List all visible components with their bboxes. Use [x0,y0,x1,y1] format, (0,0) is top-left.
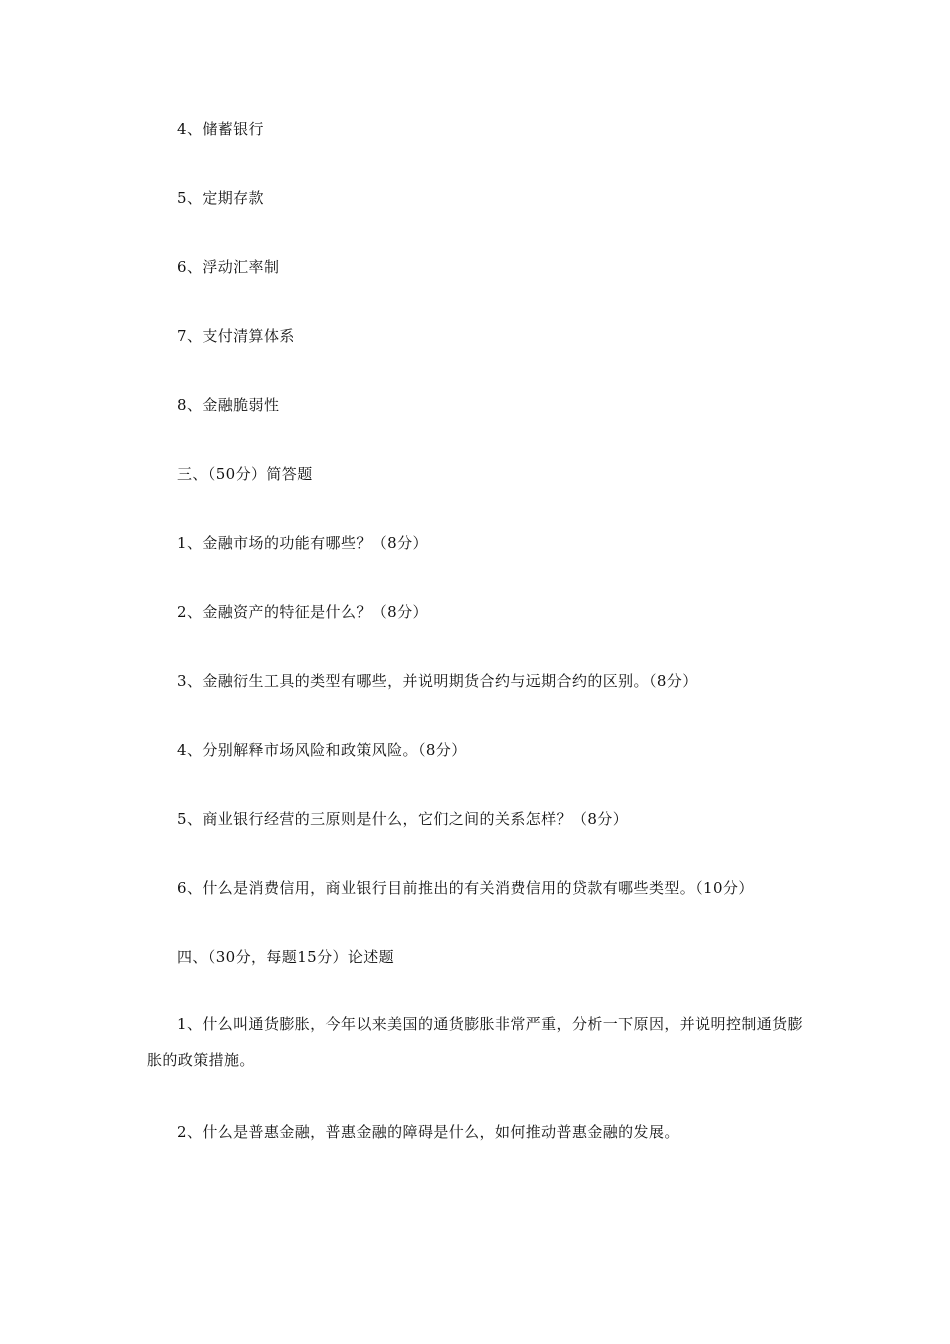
term-item: 8、金融脆弱性 [177,396,280,414]
question-item: 4、分别解释市场风险和政策风险。（8分） [177,741,467,759]
term-item: 4、储蓄银行 [177,120,264,138]
term-item: 7、支付清算体系 [177,327,295,345]
section-heading-essay: 四、（30分，每题15分）论述题 [177,948,395,966]
question-item: 5、商业银行经营的三原则是什么，它们之间的关系怎样？（8分） [177,810,629,828]
question-item: 6、什么是消费信用，商业银行目前推出的有关消费信用的贷款有哪些类型。（10分） [177,879,754,897]
essay-question: 1、什么叫通货膨胀，今年以来美国的通货膨胀非常严重，分析一下原因，并说明控制通货膨胀的政策措施。 [147,1015,803,1069]
question-item: 2、金融资产的特征是什么？（8分） [177,603,428,621]
term-item: 6、浮动汇率制 [177,258,280,276]
section-heading-short-answer: 三、（50分）简答题 [177,465,313,483]
term-item: 5、定期存款 [177,189,264,207]
question-item: 3、金融衍生工具的类型有哪些，并说明期货合约与远期合约的区别。（8分） [177,672,698,690]
essay-question: 2、什么是普惠金融，普惠金融的障碍是什么，如何推动普惠金融的发展。 [177,1123,680,1141]
question-item: 1、金融市场的功能有哪些？（8分） [177,534,428,552]
